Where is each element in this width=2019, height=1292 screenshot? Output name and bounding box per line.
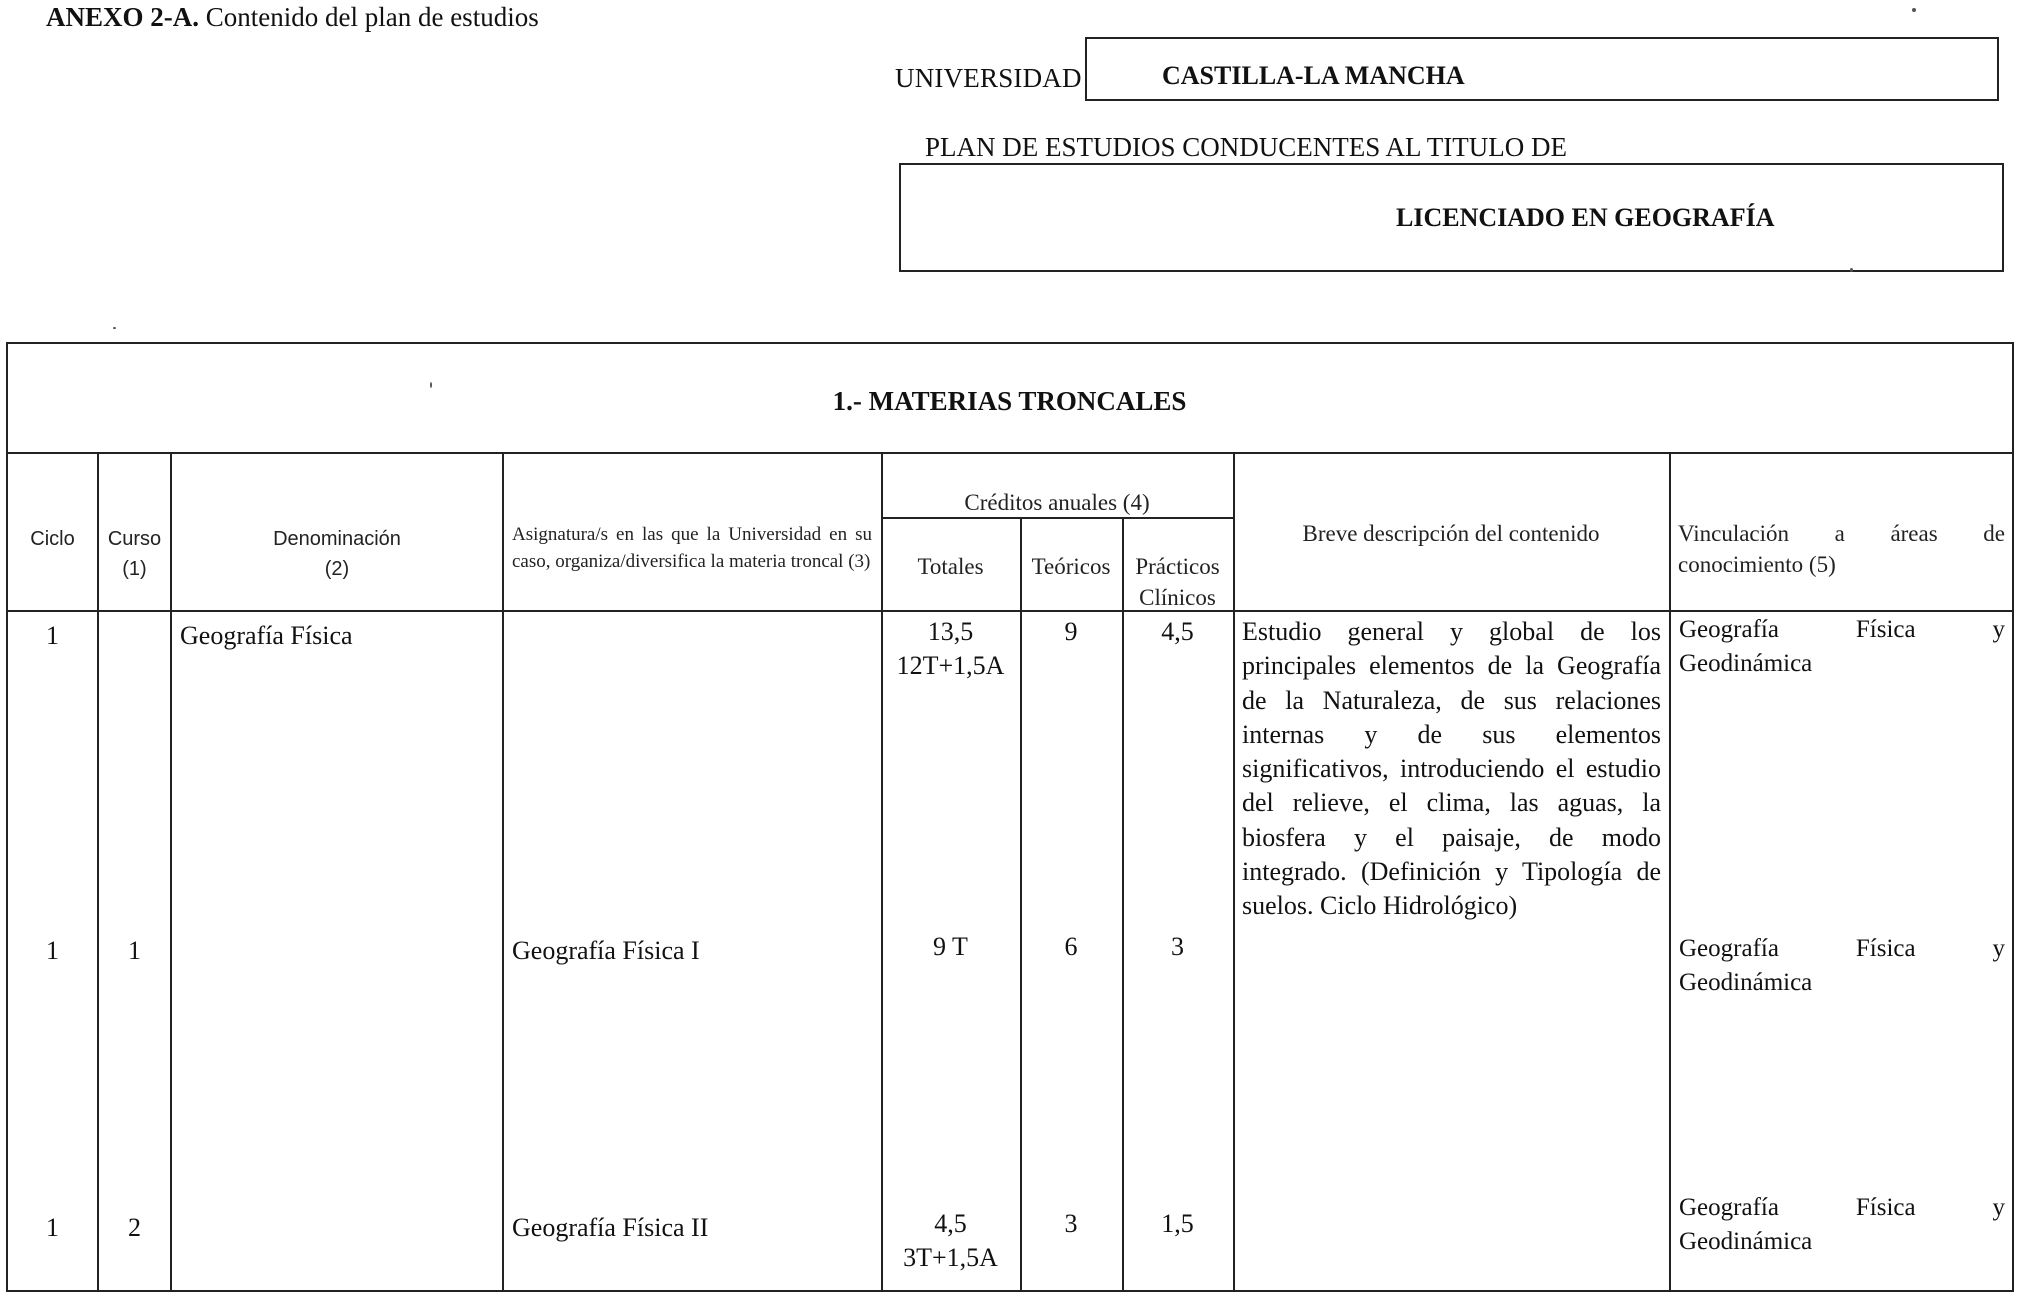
- cell-practicos: 4,5: [1161, 617, 1194, 646]
- column-divider: [1669, 452, 1671, 1292]
- vinculacion-word: y: [1992, 1194, 2005, 1221]
- vinculacion-word: Física: [1855, 935, 1916, 962]
- cell-ciclo: 1: [46, 936, 59, 965]
- section-title: 1.- MATERIAS TRONCALES: [832, 386, 1187, 416]
- scan-speck: [1912, 8, 1916, 12]
- cell-totales: [881, 1207, 1020, 1275]
- header-teoricos: Teóricos: [1031, 554, 1111, 579]
- annex-number: ANEXO 2-A.: [46, 2, 199, 32]
- cell-practicos: 1,5: [1161, 1209, 1194, 1238]
- annex-subtitle: Contenido del plan de estudios: [199, 2, 539, 32]
- header-practicos-label: Prácticos: [1135, 554, 1220, 579]
- scan-speck: [1850, 268, 1853, 272]
- vinculacion-word: Geografía: [1679, 935, 1779, 962]
- header-ciclo: Ciclo: [30, 528, 75, 550]
- header-creditos: Créditos anuales (4): [964, 490, 1150, 515]
- header-vinculacion-word: Vinculación: [1678, 521, 1790, 546]
- scan-speck: [113, 327, 116, 329]
- cell-totales-detail: 12T+1,5A: [896, 651, 1005, 680]
- cell-totales: [881, 615, 1020, 683]
- cell-asignatura: Geografía Física I: [512, 936, 700, 965]
- column-divider: [502, 452, 504, 1292]
- header-denominacion-note: (2): [324, 558, 350, 580]
- cell-practicos: 3: [1171, 932, 1184, 961]
- cell-vinculacion: [1679, 932, 2005, 1000]
- header-curso-label: Curso: [107, 528, 162, 550]
- cell-teoricos: 3: [1064, 1209, 1078, 1238]
- header-denominacion: [172, 524, 502, 584]
- cell-teoricos: 9: [1064, 617, 1078, 646]
- header-vinculacion: [1678, 518, 2005, 580]
- cell-totales: [881, 930, 1020, 964]
- annex-title: [46, 2, 539, 33]
- header-vinculacion-word: a: [1834, 521, 1845, 546]
- cell-totales-detail: 3T+1,5A: [903, 1243, 998, 1272]
- cell-ciclo: 1: [46, 621, 59, 650]
- cell-totales-value: 13,5: [927, 617, 974, 646]
- vinculacion-word: y: [1992, 616, 2005, 643]
- university-label: UNIVERSIDAD: [895, 63, 1082, 93]
- header-asignaturas: Asignatura/s en las que la Universidad en su caso, organiza/diversifica la materia troncal (3): [512, 524, 872, 572]
- vinculacion-line: [1679, 1191, 2005, 1225]
- header-clinicos-label: Clínicos: [1139, 585, 1216, 610]
- cell-ciclo: 1: [46, 1213, 59, 1242]
- cell-teoricos: 6: [1064, 932, 1078, 961]
- header-practicos: [1122, 551, 1233, 613]
- header-curso: [99, 524, 170, 584]
- vinculacion-word: y: [1992, 935, 2005, 962]
- vinculacion-word: Física: [1855, 616, 1916, 643]
- cell-curso: 1: [128, 936, 141, 965]
- cell-vinculacion: [1679, 1191, 2005, 1259]
- vinculacion-word: Geografía: [1679, 1194, 1779, 1221]
- cell-denominacion: Geografía Física: [180, 621, 353, 650]
- body-divider: [6, 610, 2014, 612]
- cell-descripcion: Estudio general y global de los principales elementos de la Geografía de la Naturaleza, de sus relaciones internas y de sus elementos significativos, introduciendo el estudio del relieve, el clima, las aguas, la biosfera y el paisaje, de modo integrado. (Definición y Tipología de suelos. Ciclo Hidrológico): [1242, 617, 1661, 921]
- vinculacion-line: [1679, 932, 2005, 966]
- plan-label: PLAN DE ESTUDIOS CONDUCENTES AL TITULO DE: [925, 132, 1567, 162]
- cell-totales-value: 4,5: [934, 1209, 967, 1238]
- header-vinculacion-word: áreas: [1890, 521, 1938, 546]
- degree-name: LICENCIADO EN GEOGRAFÍA: [1396, 203, 1775, 232]
- vinculacion-line2: Geodinámica: [1679, 969, 1813, 996]
- vinculacion-word: Geografía: [1679, 616, 1779, 643]
- header-vinculacion-word: de: [1983, 521, 2005, 546]
- vinculacion-word: Física: [1855, 1194, 1916, 1221]
- header-vinculacion-line2: conocimiento (5): [1678, 552, 1836, 577]
- header-divider: [6, 452, 2014, 454]
- cell-totales-value: 9 T: [933, 932, 968, 961]
- header-denominacion-label: Denominación: [273, 528, 401, 550]
- header-totales: Totales: [917, 554, 984, 579]
- header-descripcion: Breve descripción del contenido: [1302, 521, 1600, 546]
- vinculacion-line2: Geodinámica: [1679, 650, 1813, 677]
- troncales-table: [6, 342, 2014, 1292]
- cell-vinculacion: [1679, 613, 2005, 681]
- header-vinculacion-line: [1678, 518, 2005, 549]
- column-divider: [1233, 452, 1235, 1292]
- header-curso-note: (1): [122, 558, 147, 580]
- vinculacion-line: [1679, 613, 2005, 647]
- vinculacion-line2: Geodinámica: [1679, 1228, 1813, 1255]
- cell-curso: 2: [128, 1213, 141, 1242]
- university-name: CASTILLA-LA MANCHA: [1162, 61, 1465, 90]
- cell-asignatura: Geografía Física II: [512, 1213, 709, 1242]
